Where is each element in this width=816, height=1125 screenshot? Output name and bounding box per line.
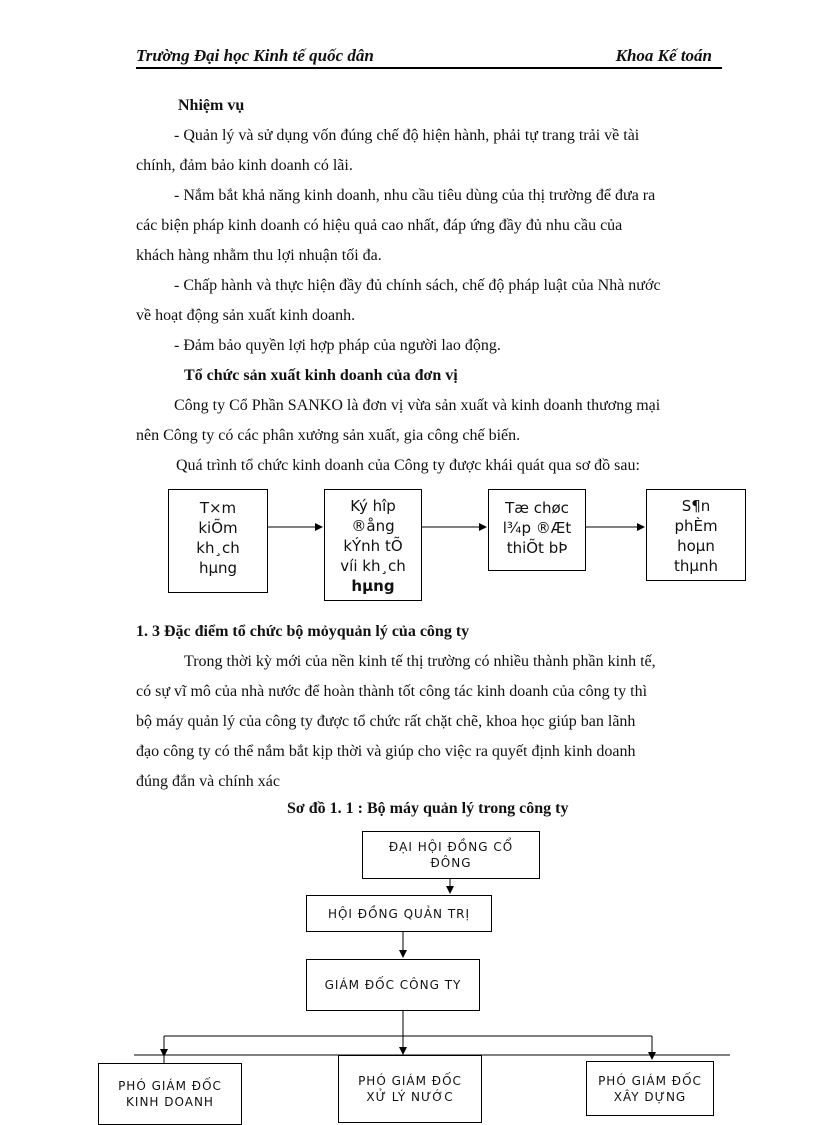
paragraph-line: đúng đắn và chính xác <box>136 773 280 790</box>
heading-organization: Tổ chức sản xuất kinh doanh của đơn vị <box>184 367 458 384</box>
paragraph-line: - Chấp hành và thực hiện đầy đủ chính sách, chế độ pháp luật của Nhà nước <box>174 277 661 294</box>
paragraph-line: Công ty Cổ Phần SANKO là đơn vị vừa sản xuất và kinh doanh thương mại <box>174 397 661 414</box>
flow-step-installation: Tæ chøc l¾p ®Æt thiÕt bÞ <box>488 489 586 571</box>
section-heading: 1. 3 Đặc điểm tổ chức bộ mỏyquản lý của công ty <box>136 623 470 640</box>
org-box-deputy-construction: PHÓ GIÁM ĐỐC XÂY DỰNG <box>586 1061 714 1116</box>
heading-duties: Nhiệm vụ <box>178 97 245 114</box>
paragraph-line: các biện pháp kinh doanh có hiệu quả cao nhất, đáp ứng đầy đủ nhu cầu của <box>136 217 623 234</box>
paragraph-line: - Đảm bảo quyền lợi hợp pháp của người lao động. <box>174 337 501 354</box>
paragraph-line: khách hàng nhằm thu lợi nhuận tối đa. <box>136 247 382 264</box>
header-faculty: Khoa Kế toán <box>615 46 712 65</box>
org-box-deputy-business: PHÓ GIÁM ĐỐC KINH DOANH <box>98 1063 242 1125</box>
paragraph-line: bộ máy quản lý của công ty được tổ chức rất chặt chẽ, khoa học giúp ban lãnh <box>136 713 636 730</box>
header-university: Trường Đại học Kinh tế quốc dân <box>136 46 374 65</box>
paragraph-line: Trong thời kỳ mới của nền kinh tế thị trường có nhiều thành phần kinh tế, <box>184 653 656 670</box>
org-box-shareholders: ĐẠI HỘI ĐỒNG CỔ ĐÔNG <box>362 831 540 879</box>
paragraph-line: có sự vĩ mô của nhà nước để hoàn thành tốt công tác kinh doanh của công ty thì <box>136 683 648 700</box>
org-box-board: HỘI ĐỒNG QUẢN TRỊ <box>306 895 492 932</box>
flow-step-sign-contract: Ký hîp ®ång kÝnh tÕ víi kh¸ch hµng <box>324 489 422 601</box>
paragraph-line: Quá trình tổ chức kinh doanh của Công ty được khái quát qua sơ đồ sau: <box>176 457 640 474</box>
paragraph-line: đạo công ty có thể nắm bắt kịp thời và giúp cho việc ra quyết định kinh doanh <box>136 743 636 760</box>
paragraph-line: chính, đảm bảo kinh doanh có lãi. <box>136 157 353 174</box>
paragraph-line: về hoạt động sản xuất kinh doanh. <box>136 307 356 324</box>
org-box-director: GIÁM ĐỐC CÔNG TY <box>306 959 480 1011</box>
diagram-caption: Sơ đồ 1. 1 : Bộ máy quản lý trong công ty <box>287 800 569 817</box>
org-box-deputy-water: PHÓ GIÁM ĐỐC XỬ LÝ NƯỚC <box>338 1055 482 1123</box>
flow-step-finished-product: S¶n phÈm hoµn thµnh <box>646 489 746 581</box>
paragraph-line: nên Công ty có các phân xưởng sản xuất, gia công chế biến. <box>136 427 521 444</box>
paragraph-line: - Quản lý và sử dụng vốn đúng chế độ hiện hành, phải tự trang trải về tài <box>174 127 640 144</box>
paragraph-line: - Nắm bắt khả năng kinh doanh, nhu cầu tiêu dùng của thị trường để đưa ra <box>174 187 656 204</box>
flow-step-find-customers: T×m kiÕm kh¸ch hµng <box>168 489 268 593</box>
